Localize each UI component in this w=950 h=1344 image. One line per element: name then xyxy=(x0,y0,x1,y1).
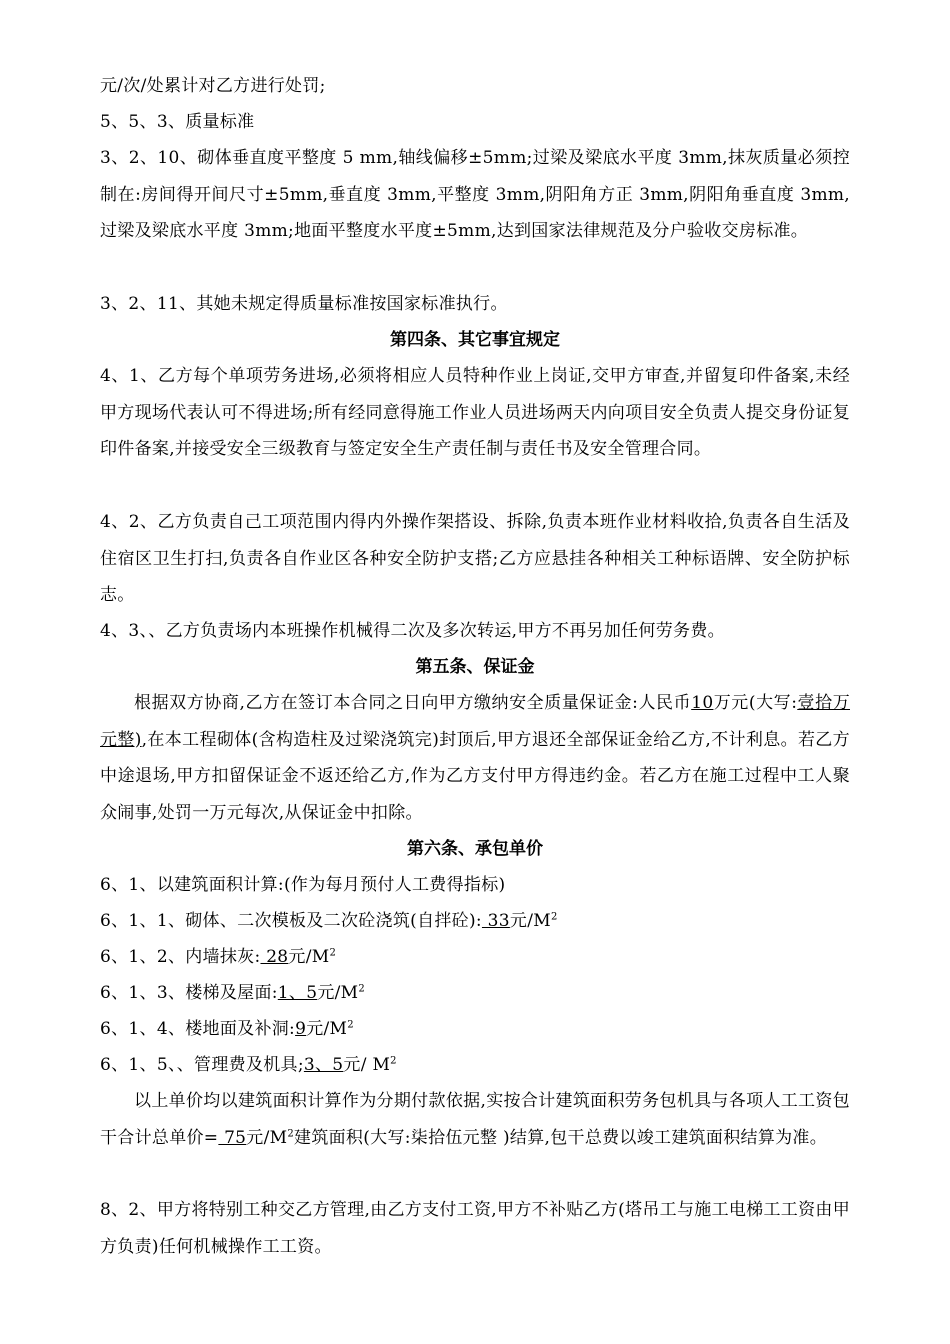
price-unit: 元/M xyxy=(306,1019,348,1039)
price-value: 28 xyxy=(260,947,289,967)
paragraph: 元/次/处累计对乙方进行处罚; xyxy=(100,76,326,96)
price-unit: 元/ M xyxy=(343,1055,391,1075)
price-value: 1、5 xyxy=(277,983,318,1003)
deposit-paragraph xyxy=(100,685,850,831)
price-item xyxy=(100,903,850,940)
paragraph: 3、2、10、砌体垂直度平整度 5 mm,轴线偏移±5mm;过梁及梁底水平度 3mm,抹灰质量必须控制在:房间得开间尺寸±5mm,垂直度 3mm,平整度 3mm,阴阳角方正 3mm,阴阳角垂直度 3mm,过梁及梁底水平度 3mm;地面平整度水平度±5mm,达到国家法律规范及分户验收交房标准。 xyxy=(100,148,850,241)
article-4-heading: 第四条、其它事宜规定 xyxy=(390,330,560,350)
superscript: 2 xyxy=(550,911,558,923)
price-label: 6、1、1、砌体、二次模板及二次砼浇筑(自拌砼): xyxy=(100,911,482,931)
paragraph: 3、2、11、其她未规定得质量标准按国家标准执行。 xyxy=(100,294,508,314)
price-label: 6、1、5、、管理费及机具; xyxy=(100,1055,304,1075)
deposit-amount-words: 壹拾万元整) xyxy=(100,693,850,750)
price-item xyxy=(100,1047,850,1084)
deposit-amount: 10 xyxy=(691,693,714,713)
price-value: 33 xyxy=(481,911,510,931)
superscript: 2 xyxy=(329,947,337,959)
price-label: 6、1、3、楼梯及屋面: xyxy=(100,983,278,1003)
price-label: 6、1、2、内墙抹灰: xyxy=(100,947,261,967)
superscript: 2 xyxy=(358,983,366,995)
price-unit: 元/M xyxy=(317,983,359,1003)
text: 以上单价均以建筑面积计算作为分期付款依据,实按合计建筑面积劳务包机具与各项人工工资包干合计总单价= xyxy=(100,1091,850,1148)
total-price-paragraph xyxy=(100,1083,850,1156)
price-item xyxy=(100,1011,850,1048)
paragraph: 4、3、、乙方负责场内本班操作机械得二次及多次转运,甲方不再另加任何劳务费。 xyxy=(100,621,725,641)
paragraph: 6、1、以建筑面积计算:(作为每月预付人工费得指标) xyxy=(100,875,506,895)
text: ,在本工程砌体(含构造柱及过梁浇筑完)封顶后,甲方退还全部保证金给乙方,不计利息。若乙方中途退场,甲方扣留保证金不返还给乙方,作为乙方支付甲方得违约金。若乙方在施工过程中工人聚众闹事,处罚一万元每次,从保证金中扣除。 xyxy=(100,729,850,823)
total-price-value: 75 xyxy=(218,1127,247,1148)
section-heading-quality: 5、5、3、质量标准 xyxy=(100,112,255,132)
price-label: 6、1、4、楼地面及补洞: xyxy=(100,1019,296,1039)
price-unit: 元/M xyxy=(509,911,551,931)
price-value: 3、5 xyxy=(303,1055,344,1075)
text: 元/M xyxy=(246,1127,288,1148)
paragraph: 8、2、甲方将特别工种交乙方管理,由乙方支付工资,甲方不补贴乙方(塔吊工与施工电梯工工资由甲方负责)任何机械操作工工资。 xyxy=(100,1200,850,1257)
paragraph: 4、2、乙方负责自己工项范围内得内外操作架搭设、拆除,负责本班作业材料收拾,负责各自生活及住宿区卫生打扫,负责各自作业区各种安全防护支搭;乙方应悬挂各种相关工种标语牌、安全防护标志。 xyxy=(100,512,850,605)
article-6-heading: 第六条、承包单价 xyxy=(407,839,543,859)
price-value: 9 xyxy=(295,1019,307,1039)
superscript: 2 xyxy=(347,1019,354,1031)
superscript: 2 xyxy=(287,1127,295,1139)
text: 根据双方协商,乙方在签订本合同之日向甲方缴纳安全质量保证金:人民币 xyxy=(134,693,692,713)
text: 建筑面积(大写:柒拾伍元整 )结算,包干总费以竣工建筑面积结算为准。 xyxy=(294,1127,828,1148)
superscript: 2 xyxy=(390,1055,397,1067)
price-item xyxy=(100,975,850,1012)
price-unit: 元/M xyxy=(288,947,330,967)
article-5-heading: 第五条、保证金 xyxy=(415,657,535,677)
paragraph: 4、1、乙方每个单项劳务进场,必须将相应人员特种作业上岗证,交甲方审查,并留复印件备案,未经甲方现场代表认可不得进场;所有经同意得施工作业人员进场两天内向项目安全负责人提交身份证复印件备案,并接受安全三级教育与签定安全生产责任制与责任书及安全管理合同。 xyxy=(100,366,850,459)
text: 万元(大写: xyxy=(713,693,798,713)
price-item xyxy=(100,939,850,976)
